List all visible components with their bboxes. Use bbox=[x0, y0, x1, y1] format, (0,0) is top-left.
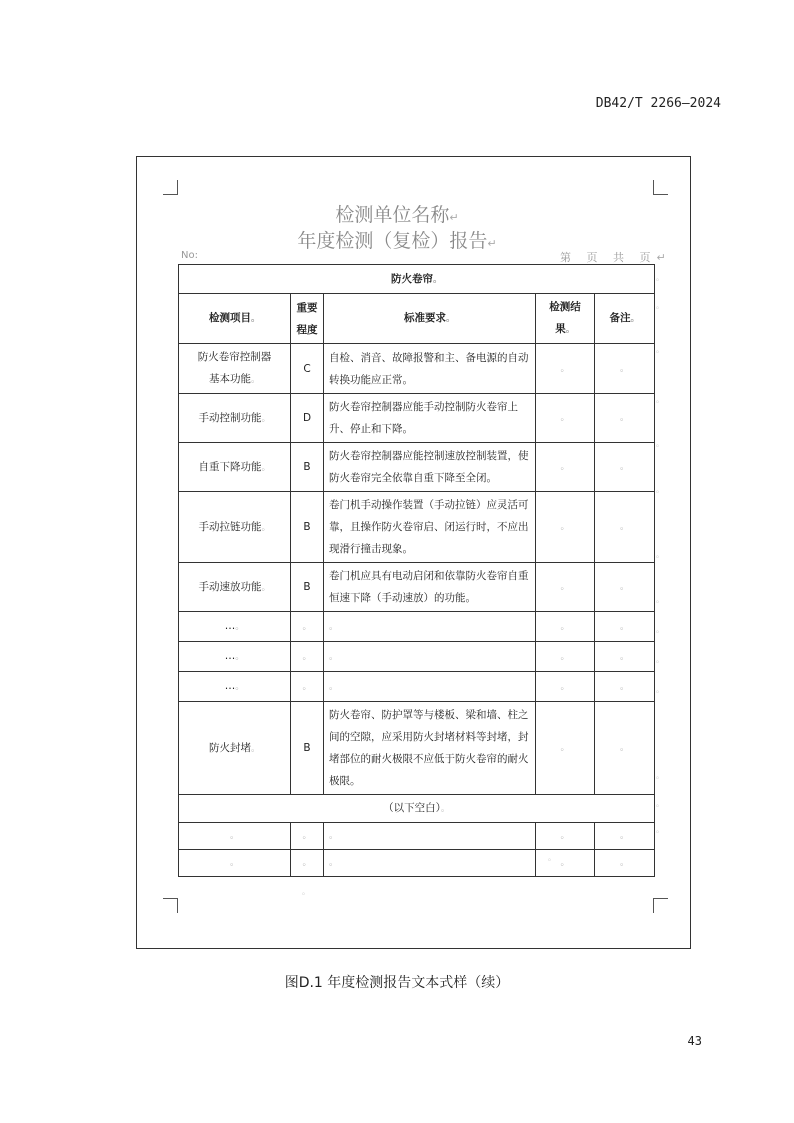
standard-code: DB42/T 2266—2024 bbox=[595, 96, 721, 111]
level-cell: B bbox=[291, 492, 324, 563]
remark-cell: 。 bbox=[595, 443, 655, 492]
item-cell: …。 bbox=[179, 612, 291, 642]
crop-mark-top-left bbox=[163, 180, 178, 195]
level-cell: D bbox=[291, 394, 324, 443]
level-cell: C bbox=[291, 344, 324, 394]
level-cell: 。 bbox=[291, 823, 324, 850]
header-item: 检测项目。 bbox=[179, 294, 291, 344]
level-cell: B bbox=[291, 443, 324, 492]
item-cell: …。 bbox=[179, 672, 291, 702]
result-cell: 。 bbox=[536, 443, 595, 492]
item-cell: 手动速放功能。 bbox=[179, 563, 291, 612]
item-cell: 手动拉链功能。 bbox=[179, 492, 291, 563]
item-cell: 。 bbox=[179, 850, 291, 877]
requirement-cell: 。 bbox=[324, 672, 536, 702]
requirement-cell: 防火卷帘控制器应能手动控制防火卷帘上升、停止和下降。 bbox=[324, 394, 536, 443]
header-requirement: 标准要求。 bbox=[324, 294, 536, 344]
level-cell: 。 bbox=[291, 850, 324, 877]
requirement-cell: 。 bbox=[324, 823, 536, 850]
table-row bbox=[179, 344, 655, 394]
blank-note-cell: （以下空白）。 bbox=[179, 795, 655, 823]
report-number-label: No: bbox=[181, 250, 198, 261]
section-title-cell: 防火卷帘。 bbox=[179, 265, 655, 294]
requirement-cell: 。 bbox=[324, 850, 536, 877]
requirement-cell: 。 bbox=[324, 642, 536, 672]
requirement-cell: 防火卷帘控制器应能控制速放控制装置，使防火卷帘完全依靠自重下降至全闭。 bbox=[324, 443, 536, 492]
header-remark: 备注。 bbox=[595, 294, 655, 344]
crop-mark-bottom-right bbox=[653, 898, 668, 913]
remark-cell: 。 bbox=[595, 344, 655, 394]
remark-cell: 。 bbox=[595, 492, 655, 563]
result-cell: 。 bbox=[536, 344, 595, 394]
table-row bbox=[179, 394, 655, 443]
result-cell: 。 bbox=[536, 394, 595, 443]
crop-mark-bottom-left bbox=[163, 898, 178, 913]
remark-cell: 。 bbox=[595, 642, 655, 672]
header-importance: 重要 程度 bbox=[291, 294, 324, 344]
item-cell: 防火卷帘控制器 基本功能。 bbox=[179, 344, 291, 394]
requirement-cell: 自检、消音、故障报警和主、备电源的自动转换功能应正常。 bbox=[324, 344, 536, 394]
table-row bbox=[179, 823, 655, 850]
item-cell: 自重下降功能。 bbox=[179, 443, 291, 492]
result-cell: 。 bbox=[536, 492, 595, 563]
table-row bbox=[179, 443, 655, 492]
remark-cell: 。 bbox=[595, 850, 655, 877]
table-row bbox=[179, 642, 655, 672]
level-cell: 。 bbox=[291, 612, 324, 642]
item-cell: …。 bbox=[179, 642, 291, 672]
requirement-cell: 。 bbox=[324, 612, 536, 642]
result-cell: 。 bbox=[536, 823, 595, 850]
remark-cell: 。 bbox=[595, 823, 655, 850]
remark-cell: 。 bbox=[595, 612, 655, 642]
table-row bbox=[179, 612, 655, 642]
level-cell: B bbox=[291, 563, 324, 612]
table-row bbox=[179, 492, 655, 563]
report-title: 年度检测（复检）报告↵ bbox=[297, 230, 497, 252]
result-cell: 。 bbox=[536, 612, 595, 642]
level-cell: 。 bbox=[291, 672, 324, 702]
result-cell: 。 bbox=[536, 563, 595, 612]
crop-mark-top-right bbox=[653, 180, 668, 195]
paragraph-mark: 。 bbox=[302, 887, 310, 896]
remark-cell: 。 bbox=[595, 672, 655, 702]
level-cell: B bbox=[291, 702, 324, 795]
item-cell: 手动控制功能。 bbox=[179, 394, 291, 443]
org-name-heading: 检测单位名称↵ bbox=[335, 204, 459, 226]
level-cell: 。 bbox=[291, 642, 324, 672]
table-row bbox=[179, 702, 655, 795]
remark-cell: 。 bbox=[595, 702, 655, 795]
item-cell: 防火封堵。 bbox=[179, 702, 291, 795]
page-count-label: 第 页 共 页↵ bbox=[560, 251, 666, 264]
table-row bbox=[179, 563, 655, 612]
result-cell: 。 bbox=[536, 702, 595, 795]
result-cell: 。 bbox=[536, 850, 595, 877]
item-cell: 。 bbox=[179, 823, 291, 850]
table-row bbox=[179, 850, 655, 877]
figure-caption: 图D.1 年度检测报告文本式样（续） bbox=[284, 975, 510, 991]
requirement-cell: 防火卷帘、防护罩等与楼板、梁和墙、柱之间的空隙，应采用防火封堵材料等封堵，封堵部位的耐火极限不应低于防火卷帘的耐火极限。 bbox=[324, 702, 536, 795]
result-cell: 。 bbox=[536, 672, 595, 702]
table-row bbox=[179, 672, 655, 702]
requirement-cell: 卷门机应具有电动启闭和依靠防火卷帘自重恒速下降（手动速放）的功能。 bbox=[324, 563, 536, 612]
header-result: 检测结果。 bbox=[536, 294, 595, 344]
remark-cell: 。 bbox=[595, 563, 655, 612]
remark-cell: 。 bbox=[595, 394, 655, 443]
paragraph-mark: 。 bbox=[548, 853, 556, 862]
page-number: 43 bbox=[687, 1034, 702, 1048]
result-cell: 。 bbox=[536, 642, 595, 672]
inspection-table bbox=[178, 264, 655, 877]
requirement-cell: 卷门机手动操作装置（手动拉链）应灵活可靠，且操作防火卷帘启、闭运行时，不应出现滑行撞击现象。 bbox=[324, 492, 536, 563]
